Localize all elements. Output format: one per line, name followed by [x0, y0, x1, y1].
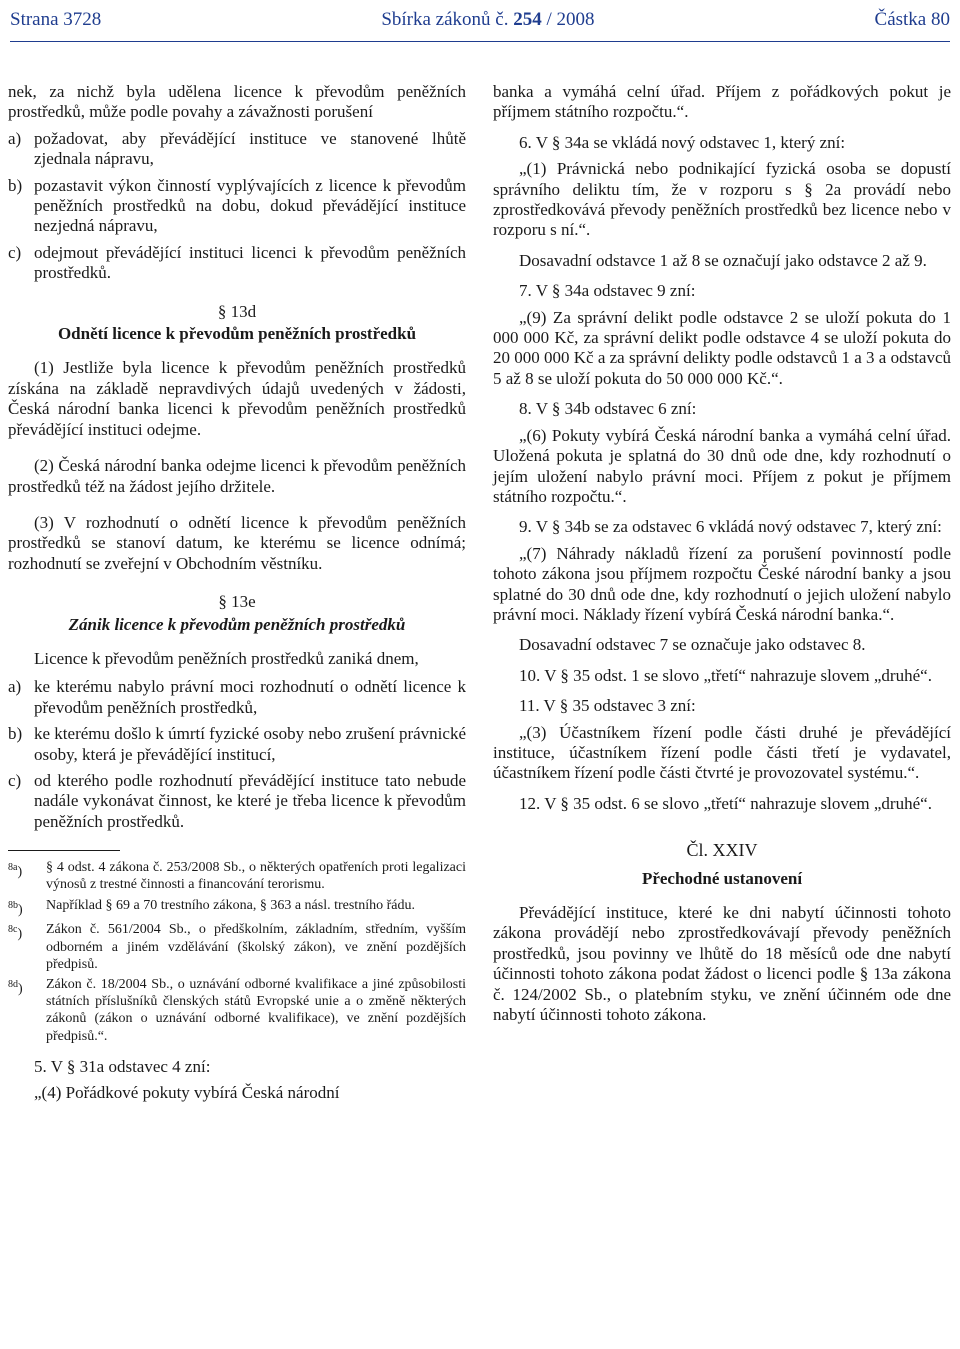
item-label: c)	[8, 242, 22, 262]
footnote-text: Například § 69 a 70 trestního zákona, § 363 a násl. trestního řádu.	[46, 897, 415, 913]
amendment-quote: „(1) Právnická nebo podnikající fyzická osoba se dopustí správního deliktu tím, že v rozporu s § 2a provádí nebo zprostředkovává převody peněžních prostředků bez licence nebo v rozporu s ní.“.	[493, 159, 951, 240]
issue-part: Částka 80	[874, 9, 950, 30]
item-label: b)	[8, 724, 23, 744]
footnote	[8, 859, 466, 893]
page-number: Strana 3728	[10, 9, 102, 30]
amendment-point: 9. V § 34b se za odstavec 6 vkládá nový odstavec 7, který zní:	[519, 517, 942, 537]
left-column	[8, 82, 466, 1104]
right-column	[493, 82, 951, 1025]
item-label: a)	[8, 128, 22, 148]
amendment-point: 8. V § 34b odstavec 6 zní:	[519, 399, 697, 419]
amendment-point: 6. V § 34a se vkládá nový odstavec 1, který zní:	[519, 132, 846, 152]
paragraph: Dosavadní odstavce 1 až 8 se označují jako odstavce 2 až 9.	[519, 250, 927, 270]
item-text: od kterého podle rozhodnutí převádějící instituce tato nebude nadále vykonávat činnost, ke které je třeba licence k převodům peněžních prostředků.	[34, 770, 466, 831]
list-item	[8, 176, 466, 237]
amendment-point: 5. V § 31a odstavec 4 zní:	[34, 1056, 211, 1076]
section-heading: Zánik licence k převodům peněžních prostředků	[68, 614, 406, 634]
paragraph: Licence k převodům peněžních prostředků zaniká dnem,	[34, 648, 419, 668]
amendment-quote: „(7) Náhrady nákladů řízení za porušení povinností podle tohoto zákona jsou příjmem rozpočtu České národní banky a jsou splatné do 30 dnů ode dne, kdy rozhodnutí o jejich uložení nabylo právní moci. Náklady řízení vybírá Česká národní banka.“.	[493, 543, 951, 624]
item-label: a)	[8, 677, 22, 697]
paragraph: (1) Jestliže byla licence k převodům peněžních prostředků získána na základě nepravdivých údajů uvedených v žádosti, Česká národní banka licenci k převodům peněžních prostředků převádějící instituci odejme.	[8, 358, 466, 439]
article-number: Čl. XXIV	[686, 840, 758, 861]
item-text: odejmout převádějící instituci licenci k převodům peněžních prostředků.	[34, 242, 466, 283]
footnote	[8, 897, 466, 919]
item-text: požadovat, aby převádějící instituce ve stanovené lhůtě zjednala nápravu,	[34, 128, 466, 169]
footnote-rule	[8, 850, 120, 851]
paragraph: (2) Česká národní banka odejme licenci k převodům peněžních prostředků též na žádost jejího držitele.	[8, 456, 466, 496]
law-year: / 2008	[546, 9, 595, 30]
footnote-mark: $^{8d}$)	[8, 979, 23, 997]
list-item	[8, 724, 466, 765]
item-label: c)	[8, 770, 22, 790]
section-number: § 13d	[217, 301, 257, 321]
page-header	[10, 0, 950, 40]
list-item	[8, 771, 466, 832]
intro-paragraph: nek, za nichž byla udělena licence k převodům peněžních prostředků, může podle povahy a závažnosti porušení	[8, 82, 466, 122]
list-item	[8, 243, 466, 284]
collection-title	[381, 9, 594, 31]
list-item	[8, 129, 466, 170]
amendment-point: 12. V § 35 odst. 6 se slovo „třetí“ nahrazuje slovem „druhé“.	[519, 793, 932, 813]
amendment-point: 7. V § 34a odstavec 9 zní:	[519, 281, 696, 301]
amendment-point: 10. V § 35 odst. 1 se slovo „třetí“ nahrazuje slovem „druhé“.	[519, 665, 932, 685]
law-number: 254	[513, 9, 542, 30]
article-heading: Přechodné ustanovení	[641, 868, 803, 888]
footnote-text: § 4 odst. 4 zákona č. 253/2008 Sb., o některých opatřeních proti legalizaci výnosů z trestné činnosti a financování terorismu.	[46, 860, 466, 893]
footnote	[8, 921, 466, 973]
amendment-quote: „(9) Za správní delikt podle odstavce 2 se uloží pokuta do 1 000 000 Kč, za správní delikt podle odstavce 4 se uloží pokuta do 20 000 000 Kč a za správní delikty podle odstavců 1 a 3 a odstavců 5 až 8 se uloží pokuta do 50 000 000 Kč.“.	[493, 307, 951, 388]
footnote-text: Zákon č. 561/2004 Sb., o předškolním, základním, středním, vyšším odborném a jiném vzdělávání (školský zákon), ve znění pozdějších předpisů.	[46, 922, 466, 972]
paragraph: Dosavadní odstavec 7 se označuje jako odstavec 8.	[519, 635, 866, 655]
amendment-point: 11. V § 35 odstavec 3 zní:	[519, 696, 696, 716]
section-number: § 13e	[218, 592, 256, 612]
paragraph: (3) V rozhodnutí o odnětí licence k převodům peněžních prostředků se stanoví datum, ke kterému se licence odnímá; rozhodnutí se zveřejní v Obchodním věstníku.	[8, 512, 466, 573]
item-text: pozastavit výkon činností vyplývajících z licence k převodům peněžních prostředků na dobu, dokud převádějící instituce nezjedná nápravu,	[34, 175, 466, 236]
footnote-mark: $^{8c}$)	[8, 924, 23, 943]
list-item	[8, 677, 466, 718]
footnote-text: Zákon č. 18/2004 Sb., o uznávání odborné kvalifikace a jiné způsobilosti státních příslušníků členských států Evropské unie a o změně některých zákonů (zákon o uznávání odborné kvalifikace), ve znění pozdějších předpisů.“.	[46, 977, 466, 1044]
header-rule	[10, 41, 950, 42]
footnote-mark: $^{8a}$)	[8, 862, 23, 880]
footnote	[8, 976, 466, 1045]
amendment-quote: „(4) Pořádkové pokuty vybírá Česká národní	[34, 1083, 340, 1103]
item-text: ke kterému došlo k úmrtí fyzické osoby nebo zrušení právnické osoby, která je převádějící institucí,	[34, 724, 466, 764]
article-text: Převádějící instituce, které ke dni nabytí účinnosti tohoto zákona provádějí nebo zprostředkovávají převody peněžních prostředků, jsou povinny ve lhůtě do 18 měsíců ode dne nabytí účinnosti tohoto zákona podat žádost o licenci podle § 13a zákona č. 124/2002 Sb., o platebním styku, ve znění účinném ode dne nabytí účinnosti tohoto zákona.	[493, 903, 951, 1025]
paragraph: banka a vymáhá celní úřad. Příjem z pořádkových pokut je příjmem státního rozpočtu.“.	[493, 82, 951, 122]
section-heading: Odnětí licence k převodům peněžních prostředků	[57, 324, 417, 344]
item-label: b)	[8, 175, 23, 195]
footnote-mark: $^{8b}$)	[8, 899, 23, 918]
amendment-quote: „(6) Pokuty vybírá Česká národní banka a vymáhá celní úřad. Uložená pokuta je splatná do 30 dnů ode dne, kdy rozhodnutí o jejím uložení nabylo právní moci. Příjem z pokut je příjmem státního rozpočtu.“.	[493, 425, 951, 506]
collection-label: Sbírka zákonů č.	[381, 9, 509, 30]
amendment-quote: „(3) Účastníkem řízení podle části druhé je převádějící instituce, účastníkem řízení podle části třetí je vydavatel, účastníkem řízení podle části čtvrté je provozovatel systému.“.	[493, 722, 951, 783]
item-text: ke kterému nabylo právní moci rozhodnutí o odnětí licence k převodům peněžních prostředků,	[34, 677, 466, 717]
